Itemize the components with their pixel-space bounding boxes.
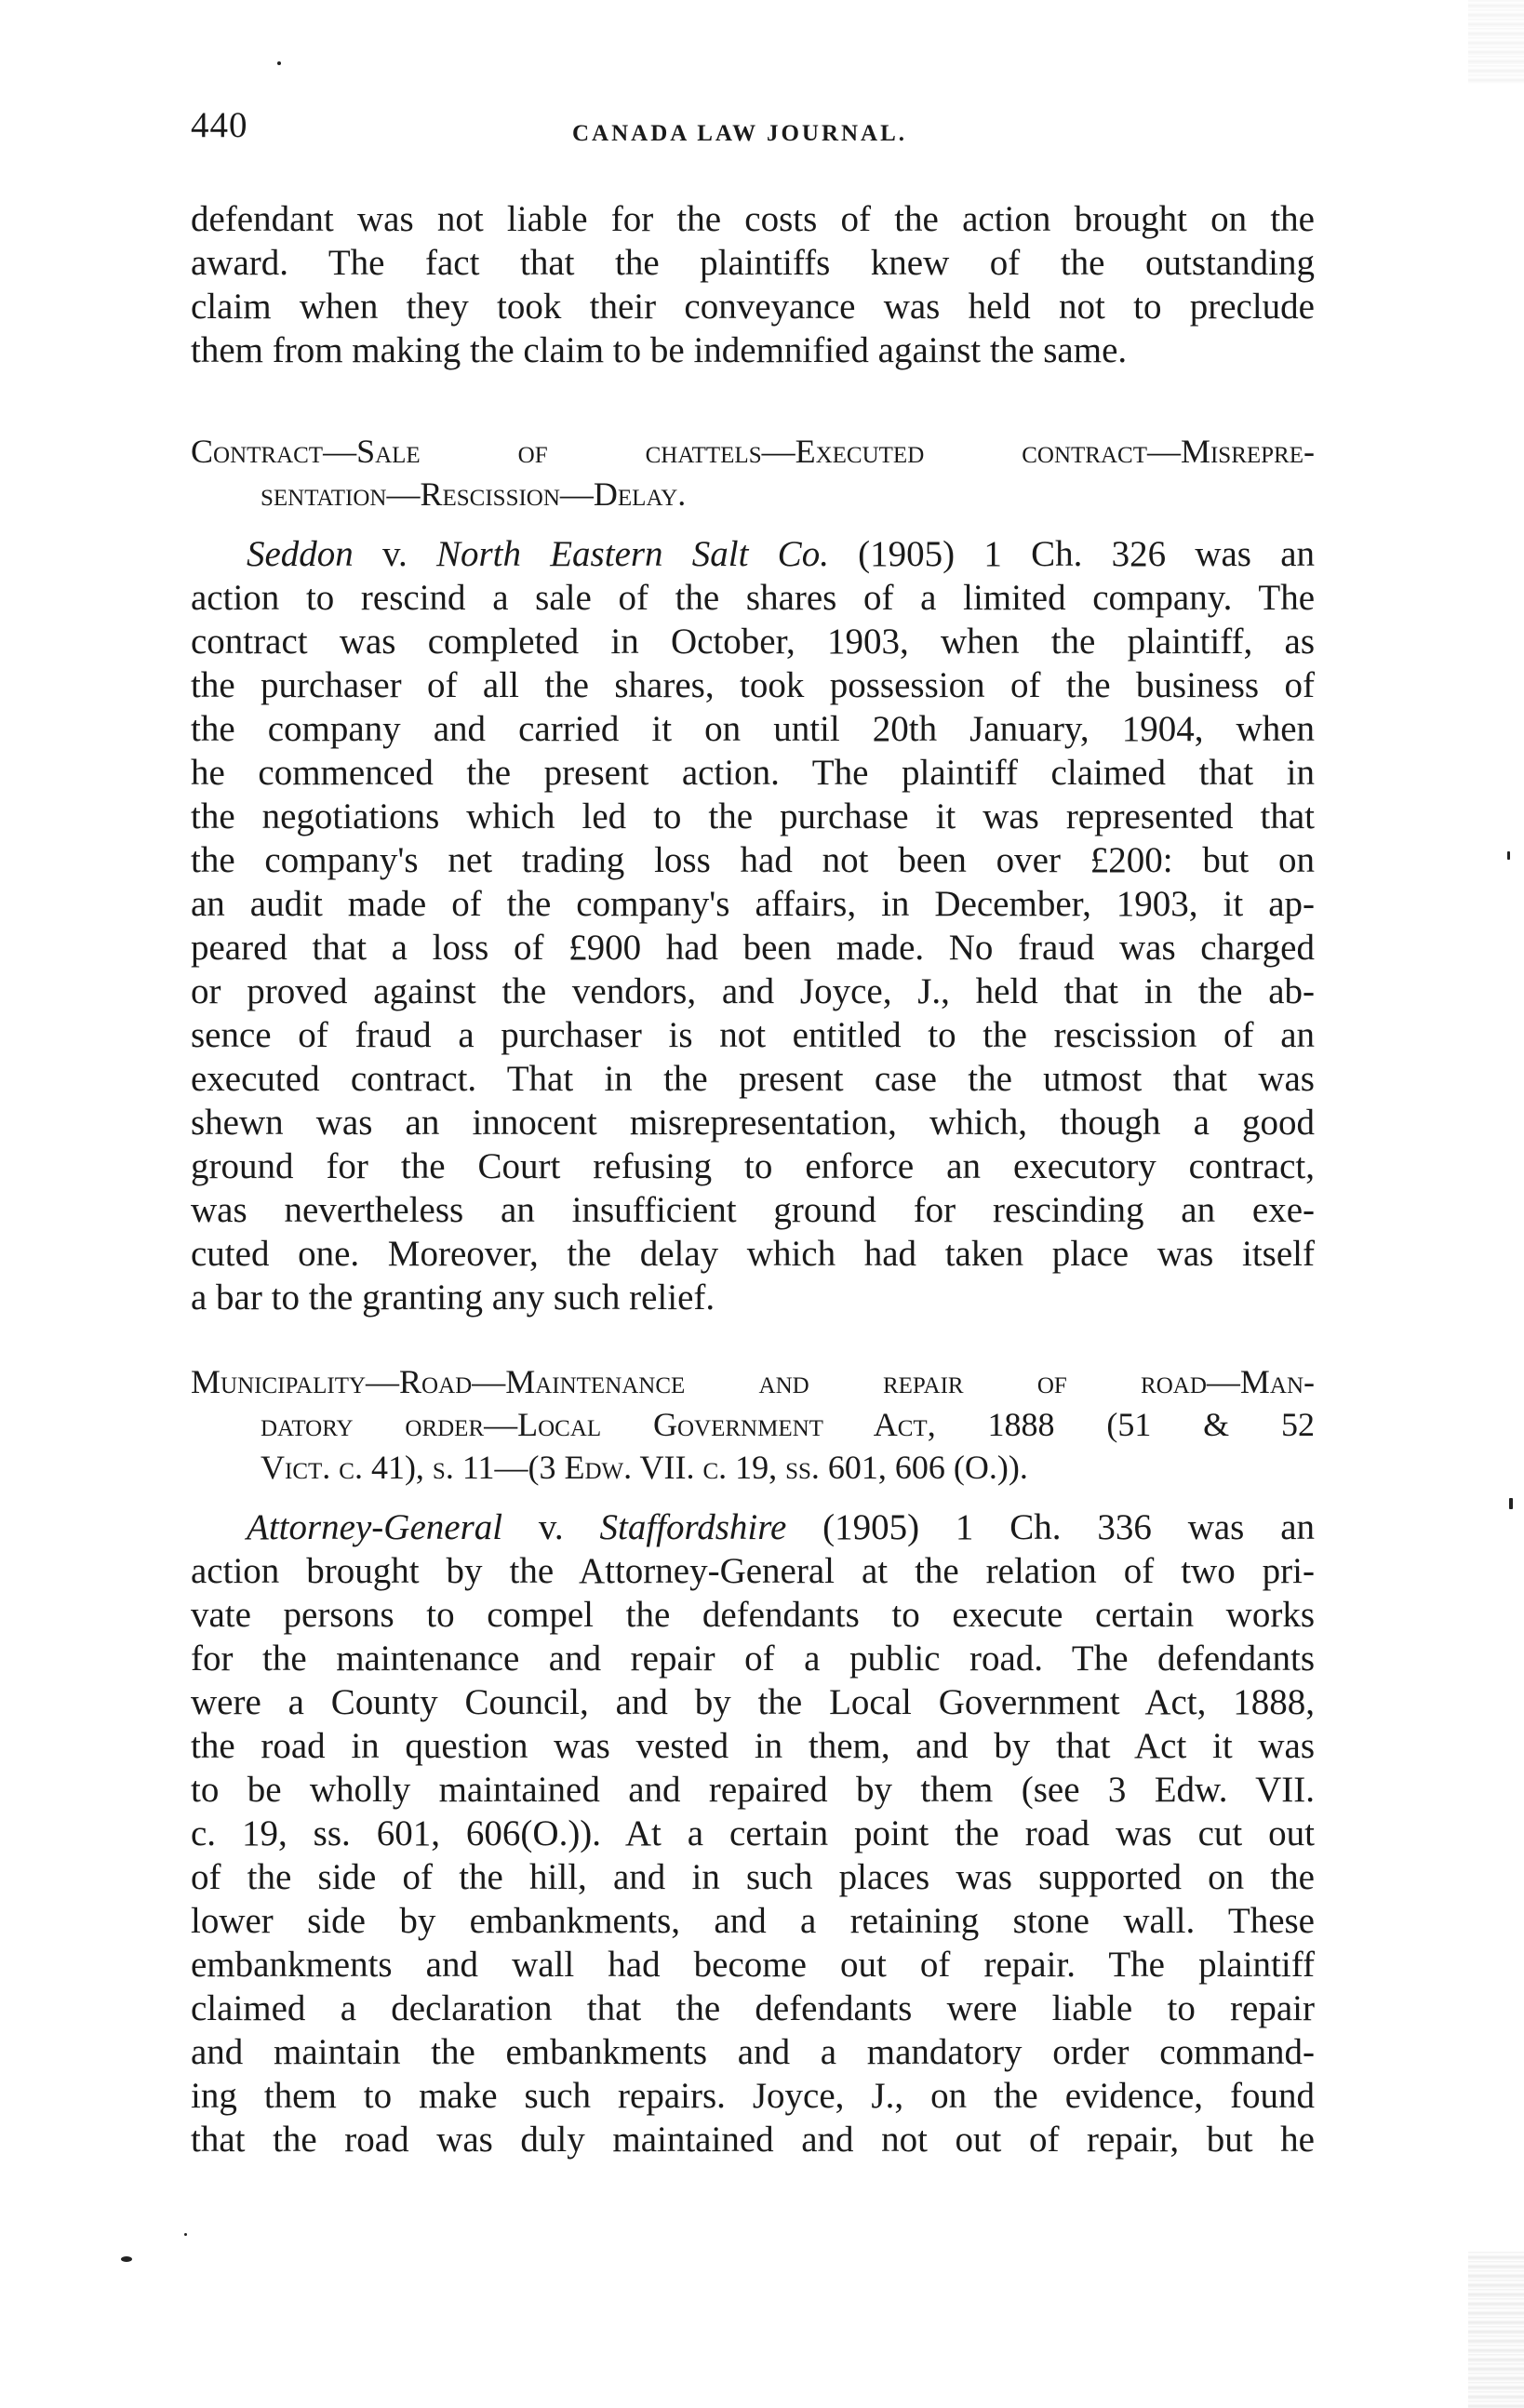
text-line: for the maintenance and repair of a public road. The defendants — [191, 1639, 1315, 1679]
section-1-heading — [191, 430, 1315, 515]
text-line: to be wholly maintained and repaired by them (see 3 Edw. VII. — [191, 1770, 1315, 1810]
case-citation-line — [191, 532, 1315, 576]
heading-line: sentation—Rescission—Delay. — [261, 475, 687, 513]
text-line: executed contract. That in the present case the utmost that was — [191, 1059, 1315, 1099]
text-line: of the side of the hill, and in such places was supported on the — [191, 1857, 1315, 1897]
text-line: the road in question was vested in them, and by that Act it was — [191, 1726, 1315, 1766]
heading-line: Contract—Sale of chattels—Executed contract—Misrepre- — [191, 433, 1315, 470]
text-line: the company and carried it on until 20th January, 1904, when — [191, 709, 1315, 749]
page-number: 440 — [191, 105, 248, 145]
text-line: were a County Council, and by the Local Government Act, 1888, — [191, 1682, 1315, 1722]
text-line: that the road was duly maintained and not out of repair, but he — [191, 2120, 1315, 2160]
text-line: claimed a declaration that the defendants were liable to repair — [191, 1988, 1315, 2028]
scan-speck — [184, 2233, 187, 2236]
text-line: ground for the Court refusing to enforce an executory contract, — [191, 1146, 1315, 1186]
scan-edge-noise — [1468, 2252, 1524, 2408]
text-line: lower side by embankments, and a retaining stone wall. These — [191, 1901, 1315, 1941]
text-line: claim when they took their conveyance was held not to preclude — [191, 287, 1315, 327]
text-line: vate persons to compel the defendants to execute certain works — [191, 1595, 1315, 1635]
citation-text: (1905) 1 Ch. 326 was an — [828, 534, 1315, 574]
case-party-2: North Eastern Salt Co. — [435, 534, 829, 574]
case-party-1: Attorney-General — [247, 1507, 503, 1547]
scan-edge-noise — [1468, 0, 1524, 84]
case-party-2: Staffordshire — [599, 1507, 787, 1547]
text-line: c. 19, ss. 601, 606(O.)). At a certain point the road was cut out — [191, 1813, 1315, 1853]
scan-speck — [121, 2256, 132, 2262]
journal-title: CANADA LAW JOURNAL. — [572, 121, 908, 146]
text-line: an audit made of the company's affairs, in December, 1903, it ap- — [191, 884, 1315, 924]
text-line: was nevertheless an insufficient ground for rescinding an exe- — [191, 1190, 1315, 1230]
text-line: the purchaser of all the shares, took possession of the business of — [191, 665, 1315, 705]
case-party-1: Seddon — [247, 534, 354, 574]
section-2-heading — [191, 1360, 1315, 1489]
text-line: them from making the claim to be indemnified against the same. — [191, 330, 1128, 370]
scan-speck — [1507, 851, 1510, 860]
intro-paragraph — [191, 197, 1315, 372]
case-versus: v. — [502, 1507, 600, 1547]
section-2-body — [191, 1505, 1315, 2161]
text-line: sence of fraud a purchaser is not entitled to the rescission of an — [191, 1015, 1315, 1055]
scan-speck — [277, 61, 281, 65]
case-versus: v. — [353, 534, 436, 574]
case-citation-line — [191, 1505, 1315, 1549]
text-line: or proved against the vendors, and Joyce, J., held that in the ab- — [191, 971, 1315, 1011]
text-line: action brought by the Attorney-General at the relation of two pri- — [191, 1551, 1315, 1591]
citation-text: (1905) 1 Ch. 336 was an — [786, 1507, 1316, 1547]
text-line: he commenced the present action. The plaintiff claimed that in — [191, 753, 1315, 793]
heading-line: Municipality—Road—Maintenance and repair of road—Man- — [191, 1363, 1315, 1400]
section-1-body — [191, 532, 1315, 1319]
text-line: award. The fact that the plaintiffs knew of the outstanding — [191, 243, 1315, 283]
running-head — [191, 104, 1326, 151]
text-line: embankments and wall had become out of repair. The plaintiff — [191, 1945, 1315, 1985]
text-line: a bar to the granting any such relief. — [191, 1278, 715, 1318]
text-line: action to rescind a sale of the shares of a limited company. The — [191, 578, 1315, 618]
scan-speck — [1509, 1498, 1513, 1509]
text-line: cuted one. Moreover, the delay which had taken place was itself — [191, 1234, 1315, 1274]
text-line: the negotiations which led to the purchase it was represented that — [191, 796, 1315, 836]
text-line: the company's net trading loss had not been over £200: but on — [191, 840, 1315, 880]
text-line: and maintain the embankments and a mandatory order command- — [191, 2032, 1315, 2072]
text-line: ing them to make such repairs. Joyce, J., on the evidence, found — [191, 2076, 1315, 2116]
text-line: peared that a loss of £900 had been made. No fraud was charged — [191, 928, 1315, 968]
heading-line: datory order—Local Government Act, 1888 (51 & 52 — [261, 1406, 1315, 1443]
heading-line: Vict. c. 41), s. 11—(3 Edw. VII. c. 19, ss. 601, 606 (O.)). — [261, 1449, 1028, 1486]
text-line: contract was completed in October, 1903, when the plaintiff, as — [191, 622, 1315, 662]
text-line: defendant was not liable for the costs of the action brought on the — [191, 199, 1315, 239]
text-line: shewn was an innocent misrepresentation, which, though a good — [191, 1103, 1315, 1143]
